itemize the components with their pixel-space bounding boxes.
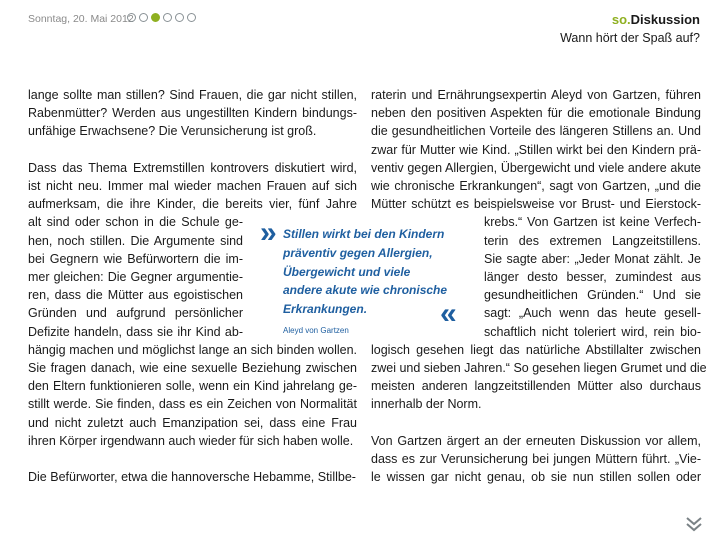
body-text-line: aufmerksam, die ihre Kinder, die bereits vier, fünf Jahre: [28, 197, 357, 212]
article-subtitle: Wann hört der Spaß auf?: [560, 31, 700, 45]
quote-author: Aleyd von Gartzen: [283, 326, 349, 335]
pull-quote-line: Stillen wirkt bei den Kindern: [283, 227, 445, 241]
page-dot[interactable]: [187, 13, 196, 22]
brand-name: Diskussion: [630, 12, 700, 27]
body-text-line: krebs.“ Von Gartzen ist keine Verfech-: [484, 215, 701, 230]
pull-quote-line: Erkrankungen.: [283, 302, 368, 317]
body-text-line: Defizite handeln, dass sie ihr Kind ab-: [28, 324, 243, 339]
body-text-line: unfähige Erwachsene? Die Verunsicherung ist groß.: [28, 124, 317, 139]
body-text-line: alt sind oder schon in die Schule ge-: [28, 215, 243, 230]
body-text-line: Sie fragen danach, wie eine sexuelle Beziehung zwischen: [28, 361, 357, 375]
page-dot[interactable]: [151, 13, 160, 22]
body-text-line: innerhalb der Norm.: [371, 397, 482, 412]
body-text-line: stillt werde. Sie finden, dass es ein Zeichen von Normalität: [28, 397, 357, 412]
pull-quote-line: präventiv gegen Allergien,: [283, 245, 433, 260]
body-text-line: terin des extremen Langzeitstillens.: [484, 233, 701, 248]
body-text-line: lange sollte man stillen? Sind Frauen, die gar nicht stillen,: [28, 88, 357, 102]
body-text-line: bei Gegnern wie Befürwortern die im-: [28, 251, 243, 266]
body-text-line: zwar für Mutter wie Kind. „Stillen wirkt bei den Kindern prä-: [371, 142, 701, 157]
body-text-line: Gründen und aufgrund persönlicher: [28, 306, 243, 321]
page-dot[interactable]: [139, 13, 148, 22]
body-text-line: hen, noch stillen. Die Argumente sind: [28, 233, 243, 248]
page-dot[interactable]: [163, 13, 172, 22]
body-text-line: hängig machen und möglichst lange an sich binden wollen.: [28, 342, 357, 357]
body-text-line: wie chronische Erkrankungen“, sagt von Gartzen, „und die: [371, 179, 701, 193]
body-text-line: neben den positiven Aspekten für die emotionale Bindung: [371, 106, 701, 121]
body-text-line: ihren Körper irgendwann auch wieder für sich haben wolle.: [28, 433, 354, 448]
quote-close-mark: «: [440, 297, 457, 330]
body-text-line: gesundheitlichen Gründen.“ Und sie: [484, 288, 701, 303]
page-indicator[interactable]: [127, 13, 196, 22]
body-text-line: Die Befürworter, etwa die hannoversche Hebamme, Stillbe-: [28, 470, 356, 485]
body-text-line: le wissen gar nicht genau, ob sie nun stillen sollen oder: [371, 470, 701, 485]
body-text-line: mer gleichen: Die Gegner argumentie-: [28, 270, 243, 284]
body-text-line: Sie sagte aber: „Jeder Monat zählt. Je: [484, 251, 701, 266]
body-text-line: dass es zur Verunsicherung bei jungen Müttern führt. „Vie-: [371, 452, 701, 466]
page-dot[interactable]: [175, 13, 184, 22]
issue-date: Sonntag, 20. Mai 2012: [28, 13, 134, 25]
body-text-line: sagt: „Auch wenn das heute gesell-: [484, 306, 701, 321]
body-text-line: die gesundheitlichen Vorteile des längeren Stillens an. Und: [371, 124, 701, 139]
body-text-line: zwei und sieben Jahren.“ So gesehen liegen Grumet und die: [371, 361, 707, 375]
body-text-line: den Eltern funktionieren solle, wenn ein Kind jahrelang ge-: [28, 379, 357, 394]
brand-prefix: so.: [611, 12, 631, 27]
body-text-line: Rabenmütter? Werden aus ungestillten Kindern bindungs-: [28, 106, 357, 121]
body-text-line: logisch gesehen liegt das natürliche Abstillalter zwischen: [371, 342, 701, 357]
body-text-line: länger desto besser, zumindest aus: [484, 270, 701, 284]
pull-quote-line: andere akute wie chronische: [283, 283, 448, 298]
section-brand: [612, 12, 700, 27]
body-text-line: schaftlich nicht toleriert wird, rein bio-: [484, 324, 701, 339]
body-text-line: ist nicht neu. Immer mal wieder machen Frauen auf sich: [28, 179, 357, 193]
quote-open-mark: »: [260, 216, 277, 249]
body-text-line: meisten anderen langzeitstillenden Mütter also durchaus: [371, 379, 701, 394]
body-text-line: ren, dass die Mütter aus egoistischen: [28, 288, 243, 303]
pull-quote-line: Übergewicht und viele: [283, 264, 411, 279]
body-text-line: ventiv gegen Allergien, Übergewicht und viele andere akute: [371, 160, 701, 175]
body-text-line: Dass das Thema Extremstillen kontrovers diskutiert wird,: [28, 160, 357, 175]
double-chevron-down-icon[interactable]: [684, 514, 704, 534]
body-text-line: Von Gartzen ärgert an der erneuten Diskussion vor allem,: [371, 433, 701, 448]
page-dot[interactable]: [127, 13, 136, 22]
body-text-line: und nicht zuletzt auch Emanzipation sei, dass eine Frau: [28, 415, 357, 430]
body-text-line: Mütter schützt es beispielsweise vor Brust- und Eierstock-: [371, 197, 701, 212]
body-text-line: raterin und Ernährungsexpertin Aleyd von Gartzen, führen: [371, 88, 701, 102]
